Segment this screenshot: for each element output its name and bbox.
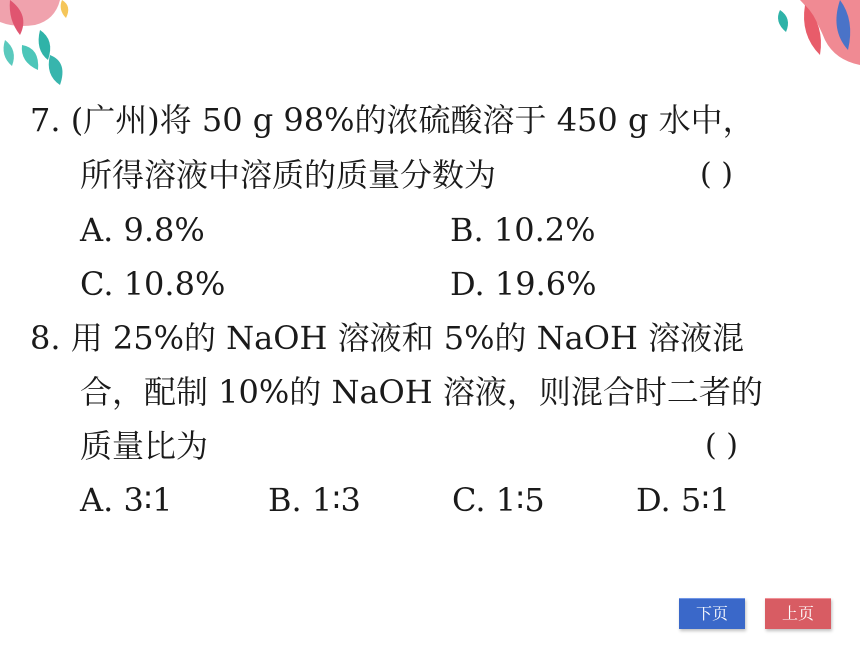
question-7-option-b: B. 10.2% [450, 211, 596, 249]
previous-page-button[interactable]: 上页 [765, 598, 831, 629]
question-8-option-a: A. 3∶1 [80, 481, 173, 519]
question-7-option-d: D. 19.6% [450, 265, 597, 303]
question-8-line-2: 合，配制 10%的 NaOH 溶液，则混合时二者的 [80, 373, 763, 411]
question-7-answer-bracket: ( ) [700, 157, 733, 192]
question-8-option-d: D. 5∶1 [636, 481, 730, 519]
question-7-option-c: C. 10.8% [80, 265, 226, 303]
question-8-line-1: 8. 用 25%的 NaOH 溶液和 5%的 NaOH 溶液混 [30, 319, 745, 357]
question-8-option-c: C. 1∶5 [452, 481, 545, 519]
next-page-button[interactable]: 下页 [679, 598, 745, 629]
floral-decoration-top-left [0, 0, 90, 95]
floral-decoration-top-right [730, 0, 860, 70]
question-7-line-2: 所得溶液中溶质的质量分数为 [80, 156, 497, 194]
question-8-option-b: B. 1∶3 [268, 481, 361, 519]
question-8-line-3: 质量比为 [80, 427, 209, 465]
question-8-answer-bracket: ( ) [705, 428, 738, 463]
question-7-line-1: 7. (广州)将 50 g 98%的浓硫酸溶于 450 g 水中， [30, 101, 755, 139]
question-7-option-a: A. 9.8% [80, 211, 205, 249]
